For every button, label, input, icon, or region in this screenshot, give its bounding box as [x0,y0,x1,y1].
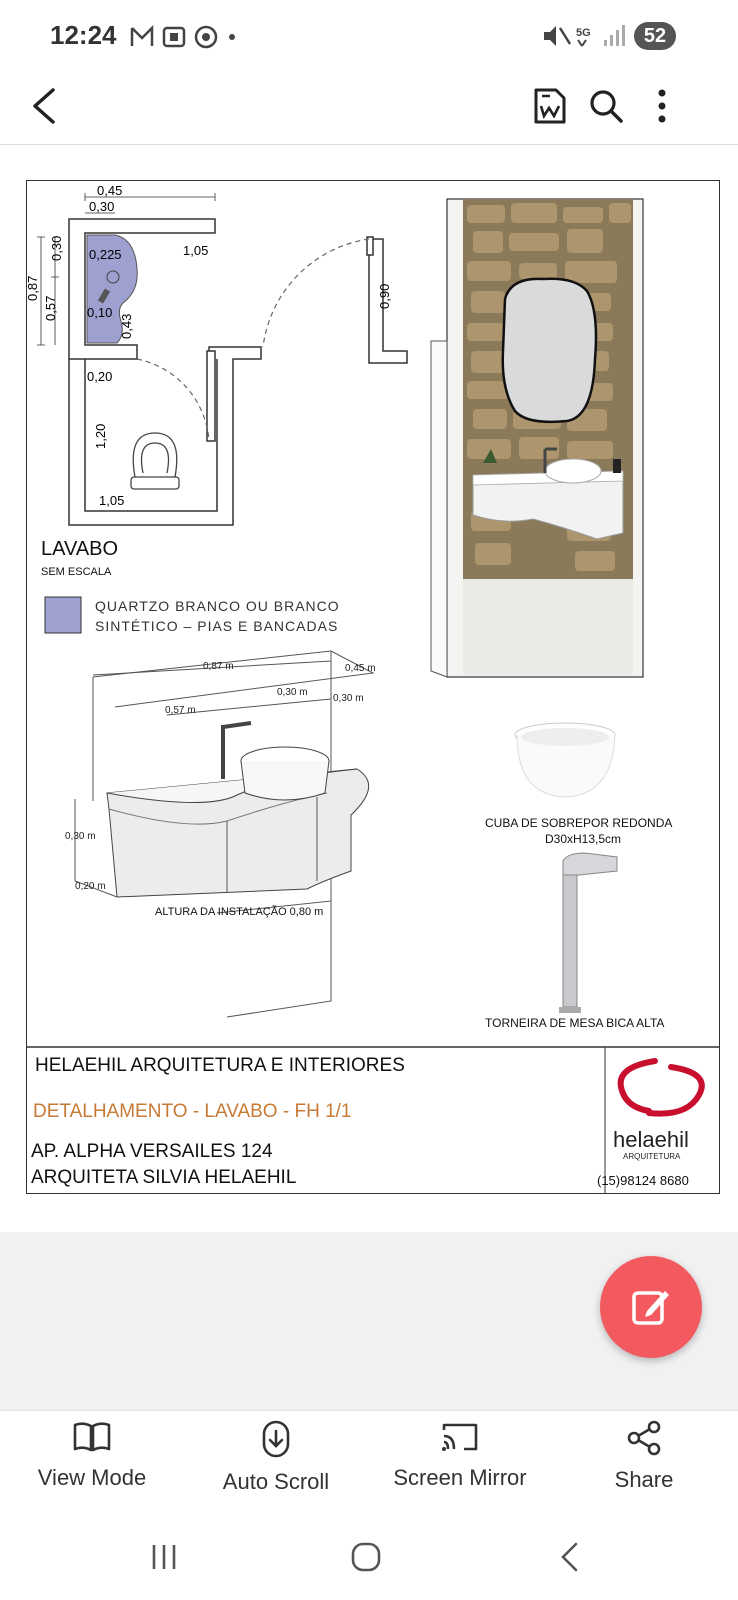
auto-scroll-button[interactable] [184,1420,368,1504]
search-button[interactable] [578,78,634,134]
architect-name: ARQUITETA SILVIA HELAEHIL [31,1167,297,1188]
word-convert-icon [532,86,568,126]
iso-dim-045: 0,45 m [345,663,376,674]
sheet-title: DETALHAMENTO - LAVABO - FH 1/1 [33,1101,352,1122]
helaehil-logo-icon [621,1061,702,1114]
dim-057: 0,57 [43,295,58,321]
basin-caption-2: D30xH13,5cm [545,832,622,846]
dot-icon [229,34,235,40]
iso-dim-030-c: 0,30 m [65,831,96,842]
dim-105-top: 1,05 [183,243,209,258]
share-label: Share [614,1467,674,1492]
system-back-button[interactable] [540,1532,600,1582]
toilet-plan [131,433,179,489]
render-perspective [431,199,643,677]
cast-icon [440,1420,480,1454]
dim-030-top: 0,30 [89,199,115,214]
more-vertical-icon [657,88,667,124]
battery-indicator: 52 [634,22,676,50]
dim-030-side: 0,30 [49,235,64,261]
gmail-icon [132,28,152,46]
status-bar [0,0,738,72]
screen-mirror-label: Screen Mirror [393,1465,527,1490]
chevron-left-icon [29,86,59,126]
lavabo-title: LAVABO [41,538,119,560]
faucet-caption: TORNEIRA DE MESA BICA ALTA [485,1016,665,1030]
iso-dim-020: 0,20 m [75,881,106,892]
install-height: ALTURA DA INSTALAÇÃO 0,80 m [155,906,324,918]
back-button[interactable] [16,78,72,134]
dim-0225: 0,225 [89,247,122,262]
search-icon [588,88,624,124]
edit-pencil-icon [629,1285,673,1329]
iso-dim-030-a: 0,30 m [277,687,308,698]
chrome-icon [196,27,216,47]
convert-to-word-button[interactable] [522,78,578,134]
dim-105-bottom: 1,05 [99,493,125,508]
home-icon [350,1541,382,1573]
pdf-page[interactable] [26,180,720,1194]
recents-icon [149,1543,179,1571]
book-icon [72,1420,112,1454]
scale-note: SEM ESCALA [41,566,112,578]
dim-090: 0,90 [377,283,392,309]
dim-120: 1,20 [93,423,108,449]
dim-010: 0,10 [87,305,113,320]
iso-dim-057: 0,57 m [165,705,196,716]
screen-mirror-button[interactable] [368,1420,552,1504]
brand-name: helaehil [613,1127,689,1152]
legend-line-2: SINTÉTICO – PIAS E BANCADAS [95,618,339,634]
project-name: AP. ALPHA VERSAILES 124 [31,1141,273,1162]
system-status-icons [542,22,632,55]
edit-fab-button[interactable] [600,1256,702,1358]
share-icon [626,1420,662,1456]
office-name: HELAEHIL ARQUITETURA E INTERIORES [35,1055,405,1076]
notification-icons [130,24,240,55]
iso-dim-030-b: 0,30 m [333,693,364,704]
brand-subtitle: ARQUITETURA [623,1152,681,1161]
network-5g-label: 5G [576,27,591,39]
dim-045: 0,45 [97,183,123,198]
signal-icon [604,25,625,46]
mirror [503,279,596,422]
iso-dim-087: 0,87 m [203,661,234,672]
view-mode-button[interactable] [0,1420,184,1504]
more-options-button[interactable] [642,78,682,134]
mute-icon [544,26,570,46]
round-basin-image [515,723,615,797]
dim-087: 0,87 [25,275,40,301]
clock: 12:24 [50,20,117,50]
auto-scroll-icon [259,1420,293,1458]
quartz-legend-swatch [45,597,81,633]
legend-line-1: QUARTZO BRANCO OU BRANCO [95,598,340,614]
share-button[interactable] [552,1420,736,1504]
dim-020: 0,20 [87,369,113,384]
faucet-image [559,853,617,1013]
recent-apps-button[interactable] [134,1532,194,1582]
phone-number: (15)98124 8680 [597,1173,689,1188]
dim-043: 0,43 [119,313,134,339]
view-mode-label: View Mode [37,1465,147,1490]
back-arrow-icon [558,1541,582,1573]
auto-scroll-label: Auto Scroll [222,1469,330,1494]
home-button[interactable] [336,1532,396,1582]
isometric-vanity [75,651,373,1017]
drawing-canvas [27,181,719,1193]
screenshot-icon [164,28,184,46]
basin-caption-1: CUBA DE SOBREPOR REDONDA [485,816,673,830]
